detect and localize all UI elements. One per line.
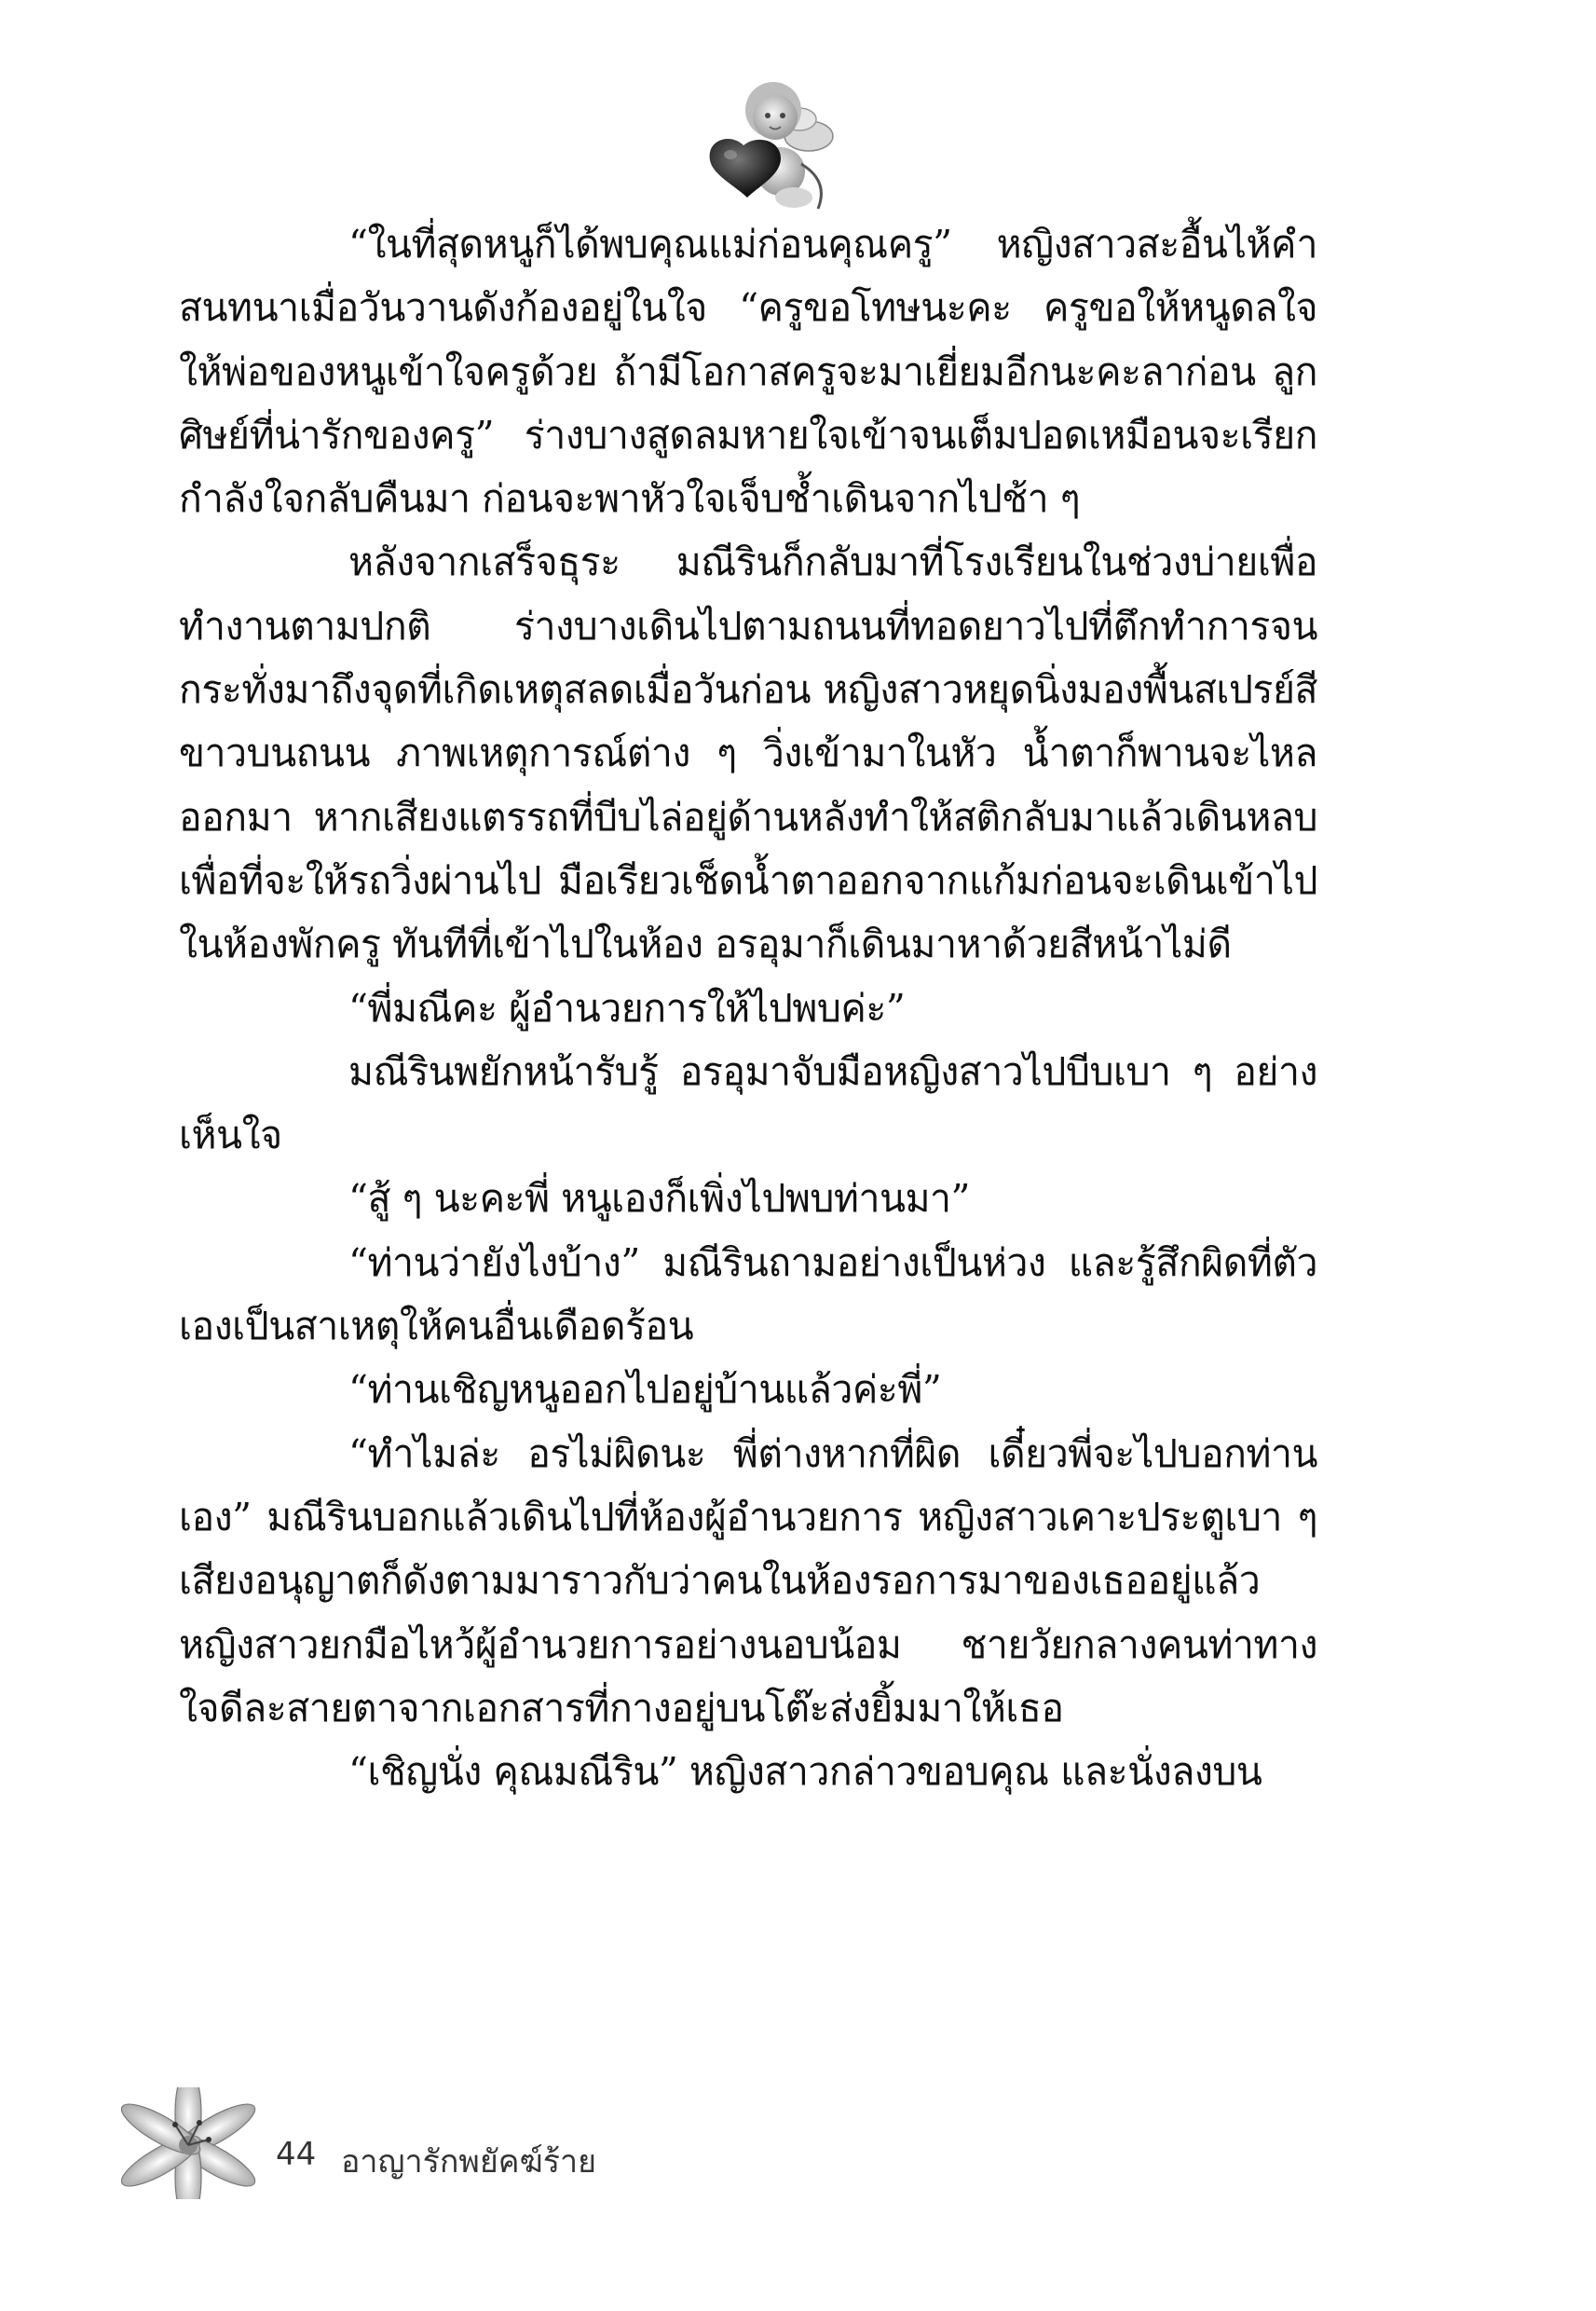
paragraph: “เชิญนั่ง คุณมณีริน” หญิงสาวกล่าวขอบคุณ และนั่งลงบน [348,1749,1262,1795]
paragraph: “ทำไมล่ะ อรไม่ผิดนะ พี่ต่างหากที่ผิด เดี๋ยวพี่จะไปบอกท่านเอง” มณีรินบอกแล้วเดินไปที่ห้องผู้อำนวยการ หญิงสาวเคาะประตูเบา ๆ เสียงอนุญาตก็ดังตามมาราวกับว่าคนในห้องรอการมาของเธออยู่แล้ว หญิงสาวยกมือไหว้ผู้อำนวยการอย่างนอบน้อม ชายวัยกลางคนท่าทางใจดีละสายตาจากเอกสารที่กางอยู่บนโต๊ะส่งยิ้มมาให้เธอ [179,1430,1317,1730]
page-number: 44 [276,2136,317,2173]
body-text [179,212,1317,1803]
book-title: อาญารักพยัคฆ์ร้าย [341,2143,597,2181]
page-footer [121,2087,773,2199]
paragraph: มณีรินพยักหน้ารับรู้ อรอุมาจับมือหญิงสาวไปบีบเบา ๆ อย่างเห็นใจ [179,1048,1317,1158]
cupid-with-heart-icon [689,78,839,218]
paragraph: หลังจากเสร็จธุระ มณีรินก็กลับมาที่โรงเรียนในช่วงบ่ายเพื่อทำงานตามปกติ ร่างบางเดินไปตามถนนที่ทอดยาวไปที่ตึกทำการจนกระทั่งมาถึงจุดที่เกิดเหตุสลดเมื่อวันก่อน หญิงสาวหยุดนิ่งมองพื้นสเปรย์สีขาวบนถนน ภาพเหตุการณ์ต่าง ๆ วิ่งเข้ามาในหัว น้ำตาก็พานจะไหลออกมา หากเสียงแตรรถที่บีบไล่อยู่ด้านหลังทำให้สติกลับมาแล้วเดินหลบเพื่อที่จะให้รถวิ่งผ่านไป มือเรียวเช็ดน้ำตาออกจากแก้มก่อนจะเดินเข้าไปในห้องพักครู ทันทีที่เข้าไปในห้อง อรอุมาก็เดินมาหาด้วยสีหน้าไม่ดี [179,540,1317,967]
paragraph: “ในที่สุดหนูก็ได้พบคุณแม่ก่อนคุณครู” หญิงสาวสะอื้นไห้คำสนทนาเมื่อวันวานดังก้องอยู่ในใจ “ครูขอโทษนะคะ ครูขอให้หนูดลใจให้พ่อของหนูเข้าใจครูด้วย ถ้ามีโอกาสครูจะมาเยี่ยมอีกนะคะลาก่อน ลูกศิษย์ที่น่ารักของครู” ร่างบางสูดลมหายใจเข้าจนเต็มปอดเหมือนจะเรียกกำลังใจกลับคืนมา ก่อนจะพาหัวใจเจ็บช้ำเดินจากไปช้า ๆ [179,222,1317,522]
paragraph: “สู้ ๆ นะคะพี่ หนูเองก็เพิ่งไปพบท่านมา” [348,1176,971,1222]
paragraph: “ท่านเชิญหนูออกไปอยู่บ้านแล้วค่ะพี่” [348,1367,942,1413]
paragraph: “ท่านว่ายังไงบ้าง” มณีรินถามอย่างเป็นห่วง และรู้สึกผิดที่ตัวเองเป็นสาเหตุให้คนอื่นเดือดร้อน [179,1239,1317,1349]
lily-flower-icon [121,2087,261,2199]
paragraph: “พี่มณีคะ ผู้อำนวยการให้ไปพบค่ะ” [348,985,906,1031]
